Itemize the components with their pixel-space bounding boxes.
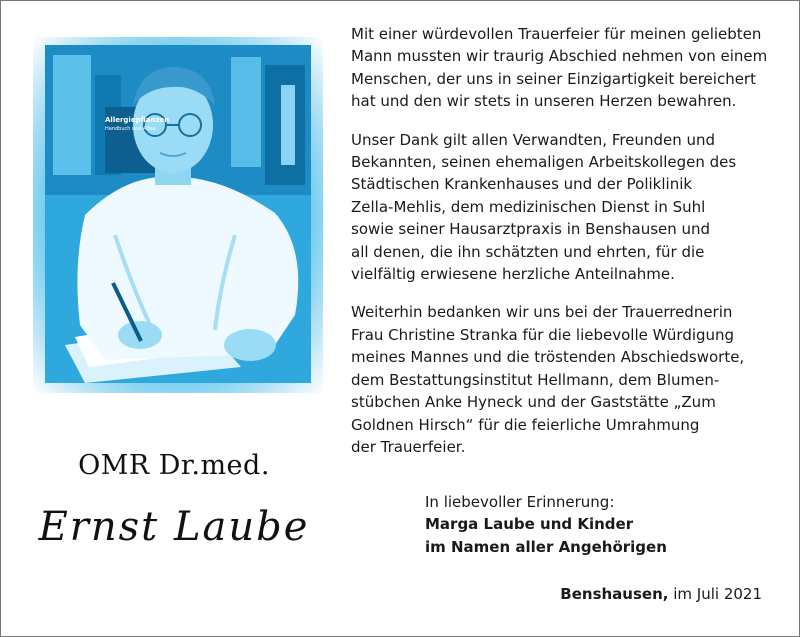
text-line: Menschen, der uns in seiner Einzigartigkeit bereichert <box>351 69 756 88</box>
text-line: Städtischen Krankenhauses und der Poliklinik <box>351 175 693 194</box>
paragraph-thanks <box>351 129 791 286</box>
deceased-name: Ernst Laube <box>38 504 310 550</box>
text-line: dem Bestattungsinstitut Hellmann, dem Blumen- <box>351 370 720 389</box>
text-line: Mann mussten wir traurig Abschied nehmen von einem <box>351 47 768 66</box>
text-line: Frau Christine Stranka für die liebevolle Würdigung <box>351 325 735 344</box>
text-line: Goldnen Hirsch“ für die feierliche Umrahmung <box>351 415 700 434</box>
closing-signature <box>425 491 765 558</box>
text-line: der Trauerfeier. <box>351 437 466 456</box>
signer-relatives: im Namen aller Angehörigen <box>425 537 667 556</box>
book-title-text <box>105 116 175 134</box>
text-line: Unser Dank gilt allen Verwandten, Freunden und <box>351 130 716 149</box>
text-line: sowie seiner Hausarztpraxis in Benshausen und <box>351 220 711 239</box>
text-line: meines Mannes und die tröstenden Abschiedsworte, <box>351 348 745 367</box>
portrait-illustration <box>45 45 311 383</box>
text-line: all denen, die ihn schätzten und ehrten, für die <box>351 242 705 261</box>
book-title-line: Allergiepflanzen <box>105 116 170 124</box>
paragraph-further-thanks <box>351 301 791 458</box>
deceased-title: OMR Dr.med. <box>78 450 270 481</box>
closing-intro: In liebevoller Erinnerung: <box>425 493 615 511</box>
place-date <box>560 583 762 605</box>
text-line: vielfältig erwiesene herzliche Anteilnahme. <box>351 265 675 284</box>
signer-name: Marga Laube und Kinder <box>425 515 634 534</box>
text-line: hat und den wir stets in unseren Herzen bewahren. <box>351 92 737 111</box>
paragraph-farewell <box>351 23 791 113</box>
text-line: Zella-Mehlis, dem medizinischen Dienst in Suhl <box>351 197 706 216</box>
portrait-photo-frame <box>33 37 323 393</box>
text-line: Bekannten, seinen ehemaligen Arbeitskollegen des <box>351 153 737 172</box>
text-line: Mit einer würdevollen Trauerfeier für meinen geliebten <box>351 25 762 43</box>
text-line: stübchen Anke Hyneck und der Gaststätte „Zum <box>351 393 716 412</box>
notice-body <box>351 23 791 474</box>
book-subtitle-line: Handbuch und Atlas <box>105 126 156 132</box>
portrait-photo <box>45 45 311 383</box>
notice-date: im Juli 2021 <box>673 585 762 603</box>
text-line: Weiterhin bedanken wir uns bei der Trauerrednerin <box>351 303 733 322</box>
place-city: Benshausen, <box>560 585 669 603</box>
